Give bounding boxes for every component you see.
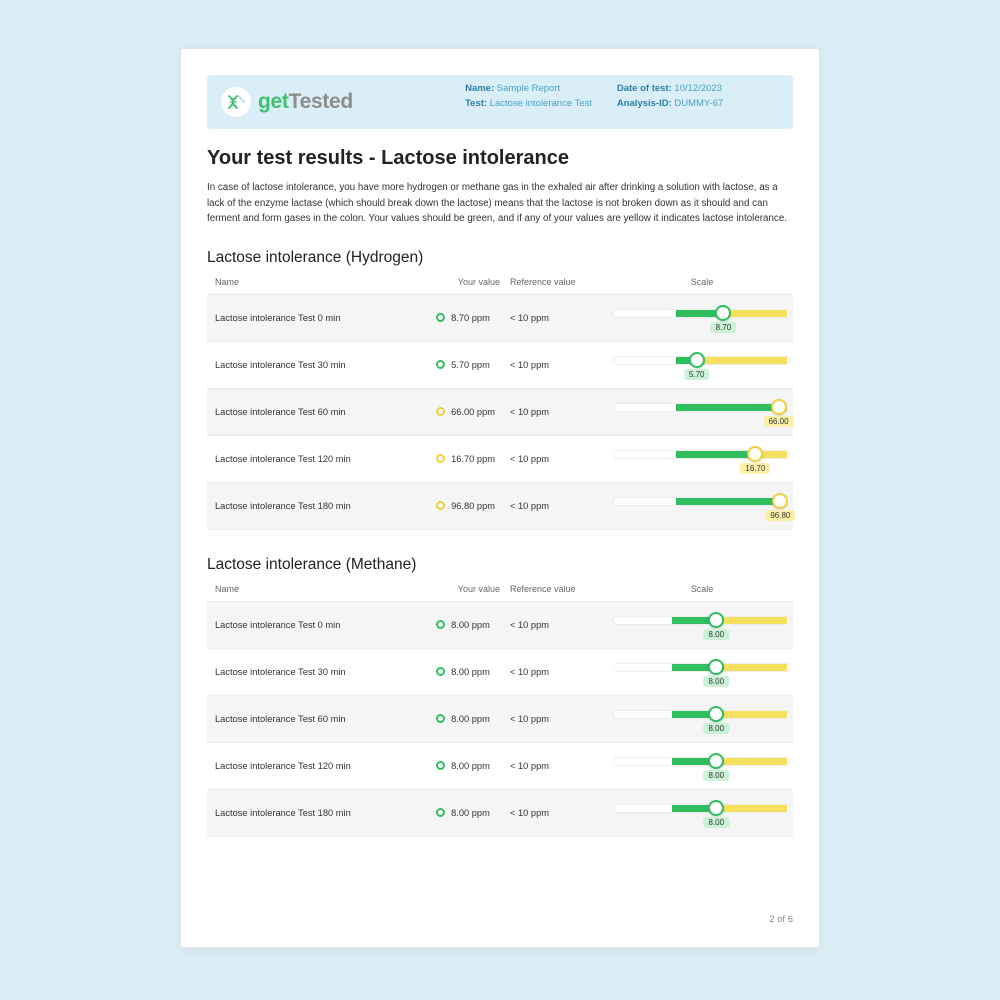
row-your-value-cell [409,482,500,529]
row-your-value-cell [409,742,500,789]
meta-name [465,82,607,97]
scale-green-segment [676,451,755,458]
scale-track [613,663,791,672]
row-scale-cell [611,435,793,482]
row-your-value: 8.00 ppm [451,666,490,677]
status-indicator-icon [436,808,445,817]
row-scale-cell [611,294,793,341]
row-test-name: Lactose intolerance Test 30 min [207,648,409,695]
scale-gauge [613,442,791,476]
table-row [207,341,793,388]
scale-yellow-segment [723,310,786,317]
scale-green-segment [676,404,778,411]
row-scale-cell [611,648,793,695]
result-section [207,556,793,837]
meta-date-value: 10/12/2023 [674,83,722,94]
row-test-name: Lactose intolerance Test 0 min [207,294,409,341]
dna-icon [221,87,251,117]
scale-value-badge: 8.00 [703,629,729,640]
meta-date-label: Date of test: [616,83,672,94]
status-indicator-icon [436,313,445,322]
brand-get: get [258,90,289,113]
row-your-value: 16.70 ppm [451,453,495,464]
meta-test-value: Lactose intolerance Test [489,97,592,109]
scale-track [613,403,791,412]
scale-green-segment [676,498,780,505]
row-reference-value: < 10 ppm [500,341,611,388]
table-row [207,742,793,789]
row-your-value: 8.00 ppm [451,713,490,724]
row-scale-cell [611,789,793,836]
scale-value-badge: 66.00 [764,416,794,427]
scale-value-badge: 8.00 [703,770,729,781]
row-test-name: Lactose intolerance Test 120 min [207,435,409,482]
scale-knob [771,399,787,415]
meta-test-label: Test: [465,97,488,109]
table-row [207,648,793,695]
brand-logo [207,75,461,129]
row-test-name: Lactose intolerance Test 180 min [207,789,409,836]
scale-knob [715,305,731,321]
column-header-scale: Scale [611,277,793,295]
row-test-name: Lactose intolerance Test 60 min [207,388,409,435]
table-row [207,695,793,742]
row-reference-value: < 10 ppm [500,482,611,529]
row-test-name: Lactose intolerance Test 180 min [207,482,409,529]
table-row [207,601,793,648]
row-your-value: 8.70 ppm [451,312,490,323]
row-your-value: 66.00 ppm [451,406,495,417]
status-indicator-icon [436,454,445,463]
scale-value-badge: 16.70 [740,463,770,474]
scale-value-badge: 5.70 [684,369,710,380]
value-wrapper [410,454,499,464]
row-reference-value: < 10 ppm [500,789,611,836]
meta-name-value: Sample Report [496,83,561,94]
value-wrapper [410,761,499,771]
scale-yellow-segment [716,758,786,765]
report-header [207,75,793,129]
table-row [207,294,793,341]
scale-knob [772,493,788,509]
scale-knob [708,706,724,722]
column-header-name: Name [207,277,409,295]
row-scale-cell [611,482,793,529]
row-your-value-cell [409,648,500,695]
scale-value-badge: 8.70 [711,322,737,333]
scale-knob [747,446,763,462]
section-title: Lactose intolerance (Methane) [207,555,417,573]
row-test-name: Lactose intolerance Test 60 min [207,695,409,742]
results-table [207,584,793,837]
section-title: Lactose intolerance (Hydrogen) [207,248,424,266]
meta-analysis-label: Analysis-ID: [616,97,672,109]
meta-date [617,82,787,97]
header-meta-left [461,75,613,129]
row-your-value: 8.00 ppm [451,619,490,630]
row-reference-value: < 10 ppm [500,648,611,695]
row-your-value-cell [409,388,500,435]
results-table [207,277,793,530]
row-your-value-cell [409,341,500,388]
report-page [180,48,820,948]
value-wrapper [410,313,499,323]
header-meta-right [613,75,793,129]
scale-track [613,309,791,318]
row-test-name: Lactose intolerance Test 30 min [207,341,409,388]
scale-gauge [613,395,791,429]
column-header-reference-value: Reference value [500,584,611,602]
table-row [207,435,793,482]
scale-value-badge: 8.00 [703,676,729,687]
scale-track [613,497,791,506]
sections-container [207,249,793,837]
scale-track [613,616,791,625]
row-scale-cell [611,388,793,435]
scale-yellow-segment [716,664,786,671]
brand-tested: Tested [288,90,353,113]
scale-gauge [613,749,791,783]
column-header-your-value: Your value [409,584,500,602]
value-wrapper [410,501,499,511]
row-reference-value: < 10 ppm [500,294,611,341]
column-header-scale: Scale [611,584,793,602]
row-reference-value: < 10 ppm [500,435,611,482]
meta-analysis-id [617,97,787,112]
status-indicator-icon [436,667,445,676]
column-header-reference-value: Reference value [500,277,611,295]
scale-track [613,450,791,459]
scale-knob [708,612,724,628]
row-your-value-cell [409,294,500,341]
scale-gauge [613,655,791,689]
scale-value-badge: 8.00 [703,723,729,734]
row-your-value-cell [409,601,500,648]
table-row [207,388,793,435]
scale-knob [689,352,705,368]
row-your-value-cell [409,695,500,742]
table-header-row [207,277,793,295]
meta-name-label: Name: [465,83,495,94]
value-wrapper [410,620,499,630]
scale-value-badge: 8.00 [703,817,729,828]
intro-paragraph: In case of lactose intolerance, you have more hydrogen or methane gas in the exhaled air after drinking a solution with lactose, as a lack of the enzyme lactase (which should break down the lactose) means that the lactose is not broken down as it should and can ferment and form gases in the colon. Your values should be green, and if any of your values are yellow it indicates lactose intolerance. [207,182,787,224]
value-wrapper [410,714,499,724]
value-wrapper [410,667,499,677]
scale-yellow-segment [697,357,787,364]
scale-gauge [613,608,791,642]
row-test-name: Lactose intolerance Test 120 min [207,742,409,789]
scale-knob [708,659,724,675]
meta-test [465,97,607,112]
value-wrapper [410,808,499,818]
table-row [207,482,793,529]
row-reference-value: < 10 ppm [500,388,611,435]
scale-yellow-segment [716,711,786,718]
row-your-value: 5.70 ppm [451,359,490,370]
scale-gauge [613,348,791,382]
row-reference-value: < 10 ppm [500,601,611,648]
scale-yellow-segment [716,617,786,624]
row-your-value: 8.00 ppm [451,760,490,771]
meta-analysis-value: DUMMY-67 [674,97,724,109]
page-number: 2 of 6 [769,914,793,925]
scale-track [613,710,791,719]
scale-knob [708,753,724,769]
row-scale-cell [611,742,793,789]
scale-value-badge: 96.80 [765,510,795,521]
status-indicator-icon [436,761,445,770]
row-scale-cell [611,695,793,742]
row-your-value-cell [409,789,500,836]
row-your-value: 96.80 ppm [451,500,495,511]
status-indicator-icon [436,714,445,723]
scale-knob [708,800,724,816]
scale-gauge [613,702,791,736]
row-reference-value: < 10 ppm [500,742,611,789]
status-indicator-icon [436,501,445,510]
column-header-name: Name [207,584,409,602]
scale-gauge [613,301,791,335]
status-indicator-icon [436,407,445,416]
row-scale-cell [611,341,793,388]
value-wrapper [410,407,499,417]
brand-wordmark [258,90,353,114]
page-title: Your test results - Lactose intolerance [207,147,569,169]
row-your-value: 8.00 ppm [451,807,490,818]
column-header-your-value: Your value [409,277,500,295]
scale-gauge [613,796,791,830]
table-header-row [207,584,793,602]
row-test-name: Lactose intolerance Test 0 min [207,601,409,648]
row-your-value-cell [409,435,500,482]
status-indicator-icon [436,360,445,369]
row-reference-value: < 10 ppm [500,695,611,742]
table-row [207,789,793,836]
status-indicator-icon [436,620,445,629]
row-scale-cell [611,601,793,648]
value-wrapper [410,360,499,370]
scale-track [613,804,791,813]
scale-gauge [613,489,791,523]
result-section [207,249,793,530]
scale-yellow-segment [716,805,786,812]
scale-track [613,757,791,766]
